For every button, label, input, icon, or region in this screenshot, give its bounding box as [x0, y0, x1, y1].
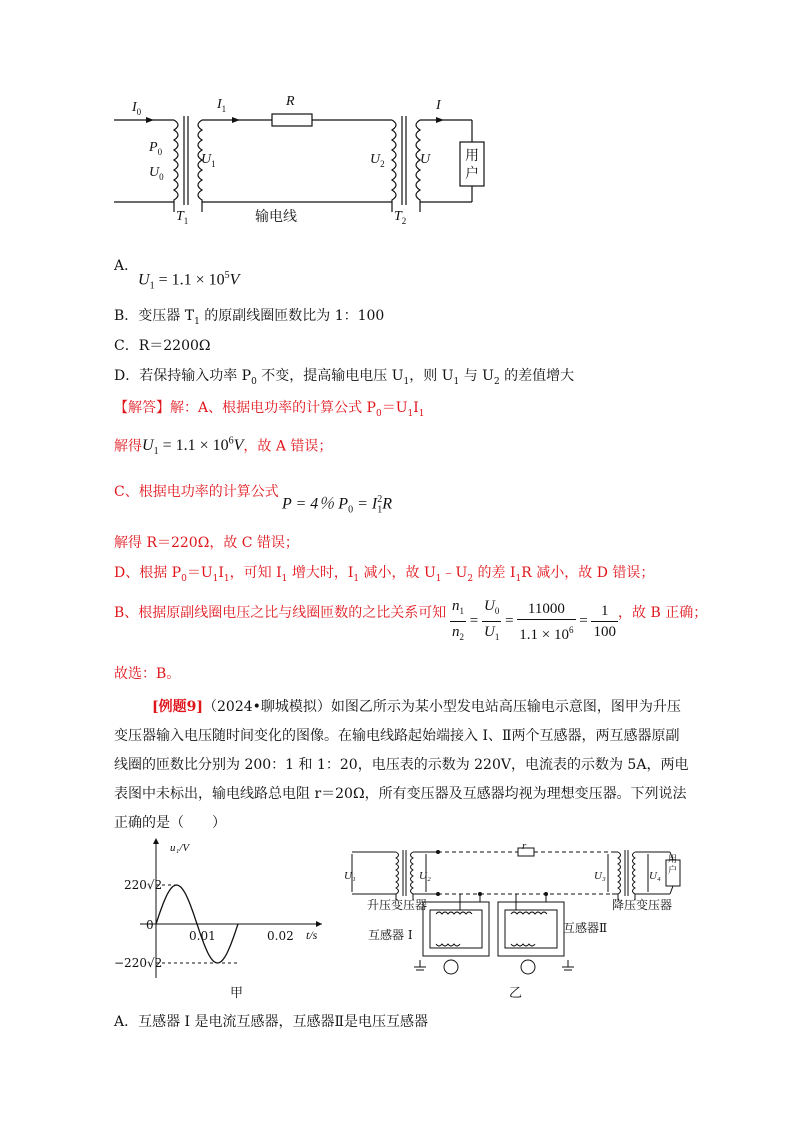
- schematic-ct2: 互感器Ⅱ: [563, 921, 608, 935]
- transformer-circuit-diagram: [112, 90, 502, 230]
- power-p0-label: $P_0$: [149, 140, 163, 157]
- voltage-u2-label: $U_2$: [370, 152, 385, 169]
- example-9-option-a: A．互感器 I 是电流互感器，互感器Ⅱ是电压互感器: [114, 1014, 429, 1030]
- schematic-ct1: 互感器 Ⅰ: [368, 928, 413, 942]
- graph-tick-002: 0.02: [267, 929, 294, 943]
- graph-ylabel: u₁/V: [170, 842, 190, 854]
- answer-line-4: 解得 R＝220Ω，故 C 错误；: [114, 535, 299, 551]
- schematic-step-up: 升压变压器: [367, 898, 428, 912]
- schematic-u4: U₄: [649, 870, 661, 882]
- graph-xlabel: t/s: [306, 928, 318, 942]
- graph-zero: 0: [146, 918, 154, 932]
- transformer-t1-label: $T_1$: [176, 209, 189, 226]
- schematic-u2: U₂: [419, 870, 431, 882]
- transformer-t2-label: $T_2$: [394, 209, 407, 226]
- schematic-u1: U₁: [344, 870, 356, 882]
- option-c: C．R＝2200Ω: [114, 338, 211, 354]
- schematic-u3: U₃: [594, 870, 606, 882]
- option-a-formula: $U_1 = 1.1 \times 10^5V$: [138, 270, 240, 292]
- schematic-r: r: [522, 840, 527, 852]
- graph-caption: 甲: [230, 986, 244, 1001]
- option-d: D．若保持输入功率 $P_0$ 不变，提高输电电压 $U_1$，则 $U_1$ 与 $U_2$ 的差值增大: [114, 368, 575, 387]
- option-a-prefix: A．: [114, 258, 139, 274]
- example-9-tag: [例题9]: [152, 699, 203, 715]
- voltage-u1-label: $U_1$: [201, 152, 216, 169]
- current-i-label: I: [436, 98, 441, 113]
- voltage-u0-label: $U_0$: [149, 165, 164, 182]
- graph-tick-001: 0.01: [189, 929, 216, 943]
- answer-line-6-fractions: $\frac{n_1}{n_2}$ = $\frac{U_0}{U_1}$ = $\frac{11000}{1.1 \times 10^6}$ = $\frac{1}{100}$: [452, 598, 616, 643]
- answer-line-3: C、根据电功率的计算公式: [114, 484, 279, 500]
- current-i1-label: $I_1$: [217, 97, 227, 114]
- answer-line-3-formula: P = 4％ $P_0 = I_1^2R$: [282, 494, 392, 516]
- user-label-bottom: 户: [465, 166, 479, 182]
- answer-conclusion: 故选：B。: [114, 666, 181, 682]
- current-i0-label: $I_0$: [132, 100, 142, 117]
- graph-ytop: 220√2: [124, 878, 163, 892]
- graph-ybottom: −220√2: [114, 956, 163, 970]
- option-b: B．变压器 $T_1$ 的原副线圈匝数比为 1：100: [114, 308, 385, 327]
- answer-line-5: D、根据 $P_0=U_1I_1$，可知 $I_1$ 增大时，$I_1$ 减小，故 $U_1﹣U_2$ 的差 $I_1R$ 减小，故 D 错误；: [114, 565, 655, 584]
- schematic-user: 用户: [668, 855, 678, 876]
- answer-line-2: 解得$U_1 = 1.1 \times 10^6V$，故 A 错误；: [114, 436, 333, 458]
- schematic-step-down: 降压变压器: [612, 898, 673, 912]
- voltage-u-label: U: [420, 152, 431, 167]
- example-9-text: （2024•聊城模拟）如图乙所示为某小型发电站高压输电示意图，图甲为升压变压器输入电压随时间变化的图像。在输电线路起始端接入 I、Ⅱ两个互感器，两互感器原副线圈的匝数比分别为 200：1 和 1：20，电压表的示数为 220V，电流表的示数为 5A，两电表图中未标出，输电线路总电阻 r＝20Ω，所有变压器及互感器均视为理想变压器。下列说法正确的是（ ）: [114, 699, 689, 831]
- answer-line-6: B、根据原副线圈电压之比与线圈匝数的之比关系可知: [114, 605, 447, 621]
- schematic-caption: 乙: [509, 986, 523, 1001]
- transmission-line-label: 输电线: [255, 209, 297, 225]
- example-9-question: [114, 693, 690, 838]
- answer-line-6-end: ，故 B 正确；: [618, 605, 708, 621]
- answer-line-1: 【解答】解：A、根据电功率的计算公式 $P_0=U_1I_1$: [114, 400, 425, 419]
- resistor-r-label: R: [286, 94, 295, 109]
- user-label-top: 用: [465, 148, 479, 164]
